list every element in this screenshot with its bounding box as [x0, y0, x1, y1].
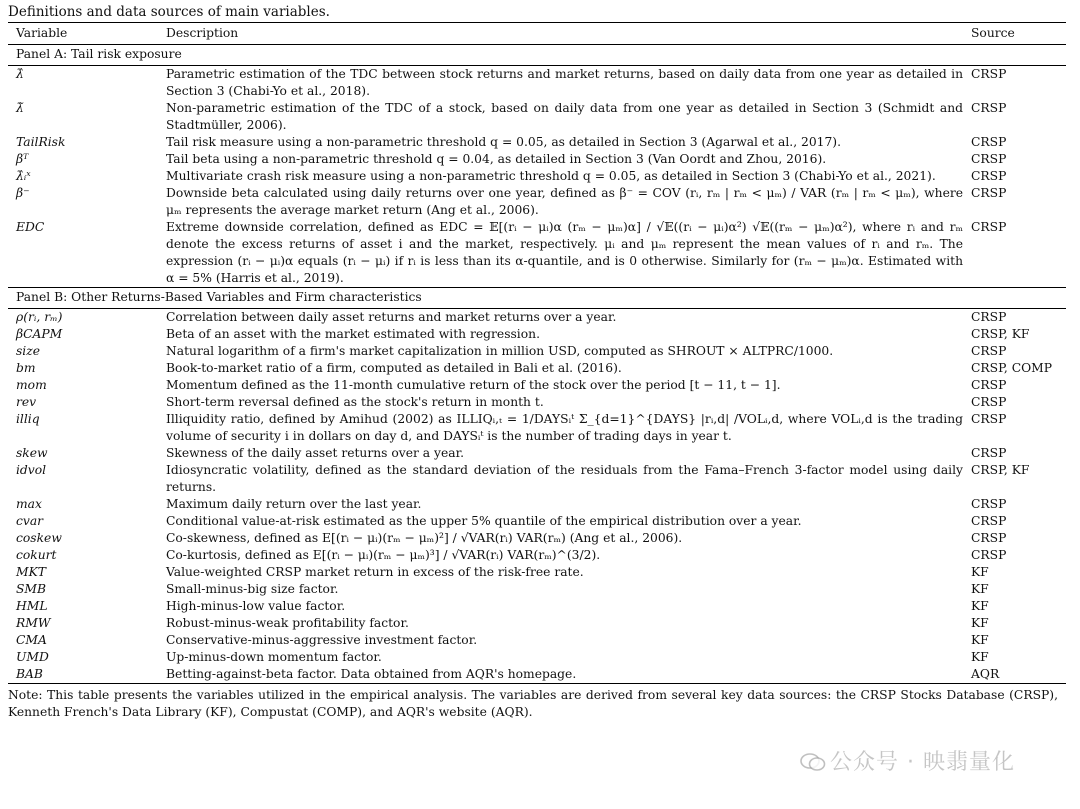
variable-cell: idvol	[16, 463, 47, 477]
description-cell: Maximum daily return over the last year.	[166, 497, 422, 511]
table-row	[8, 649, 1066, 666]
description-cell: Co-skewness, defined as E[(rᵢ − μᵢ)(rₘ − μₘ)²] / √VAR(rᵢ) VAR(rₘ) (Ang et al., 2006).	[166, 531, 683, 545]
source-cell: CRSP	[971, 169, 1007, 183]
description-cell: Downside beta calculated using daily returns over one year, defined as β⁻ = COV (rᵢ, rₘ | rₘ < μₘ) / VAR (rₘ | rₘ < μₘ), where μₘ represents the average market return (Ang et al., 2006).	[166, 186, 963, 217]
description-cell: Tail risk measure using a non-parametric threshold q = 0.05, as detailed in Section 3 (Agarwal et al., 2017).	[166, 135, 842, 149]
source-cell: KF	[971, 582, 989, 596]
source-cell: CRSP	[971, 531, 1007, 545]
source-cell: KF	[971, 599, 989, 613]
table-row	[8, 309, 1066, 327]
table-row	[8, 326, 1066, 343]
source-cell: KF	[971, 633, 989, 647]
source-cell: CRSP	[971, 310, 1007, 324]
table-row	[8, 343, 1066, 360]
description-cell: Parametric estimation of the TDC between stock returns and market returns, based on daily data from one year as detailed in Section 3 (Chabi-Yo et al., 2018).	[166, 67, 963, 98]
source-cell: CRSP	[971, 514, 1007, 528]
header-source: Source	[963, 23, 1066, 45]
description-cell: Beta of an asset with the market estimated with regression.	[166, 327, 540, 341]
description-cell: Extreme downside correlation, defined as EDC = 𝔼[(rᵢ − μᵢ)α (rₘ − μₘ)α] / √𝔼((rᵢ − μᵢ)α²) √𝔼((rₘ − μₘ)α²), where rᵢ and rₘ denote the excess returns of asset i and the market, respectively. μᵢ and μₘ represent the mean values of rᵢ and rₘ. The expression (rᵢ − μᵢ)α equals (rᵢ − μᵢ) if rᵢ is less than its α-quantile, and is 0 otherwise. Similarly for (rₘ − μₘ)α. Estimated with α = 5% (Harris et al., 2019).	[166, 220, 963, 285]
description-cell: Conditional value-at-risk estimated as the upper 5% quantile of the empirical distribution over a year.	[166, 514, 802, 528]
table-row	[8, 513, 1066, 530]
source-cell: CRSP	[971, 101, 1007, 115]
table-row	[8, 666, 1066, 684]
watermark-text: 公众号 · 映翡量化	[830, 750, 1015, 775]
variable-cell: max	[16, 497, 42, 511]
description-cell: Betting-against-beta factor. Data obtained from AQR's homepage.	[158, 666, 963, 684]
source-cell: CRSP	[971, 497, 1007, 511]
source-cell: CRSP	[971, 548, 1007, 562]
variable-cell: bm	[16, 361, 36, 375]
variable-cell: βCAPM	[16, 327, 63, 341]
variable-cell: λ̂	[16, 67, 24, 81]
source-cell: CRSP	[971, 220, 1007, 234]
variable-cell: βᵀ	[16, 152, 29, 166]
table-row	[8, 360, 1066, 377]
table-row	[8, 615, 1066, 632]
variable-cell: mom	[16, 378, 47, 392]
header-description: Description	[158, 23, 963, 45]
table-row	[8, 598, 1066, 615]
description-cell: High-minus-low value factor.	[166, 599, 346, 613]
table-row	[8, 151, 1066, 168]
table-row	[8, 564, 1066, 581]
source-cell: CRSP	[971, 152, 1007, 166]
variable-cell: skew	[16, 446, 48, 460]
source-cell: AQR	[963, 666, 1066, 684]
variable-cell: illiq	[16, 412, 40, 426]
variables-table	[8, 22, 1066, 684]
description-cell: Non-parametric estimation of the TDC of a stock, based on daily data from one year as detailed in Section 3 (Schmidt and Stadtmüller, 2006).	[166, 101, 963, 132]
description-cell: Robust-minus-weak profitability factor.	[166, 616, 409, 630]
watermark	[800, 745, 1015, 776]
source-cell: CRSP	[971, 186, 1007, 200]
source-cell: CRSP	[971, 378, 1007, 392]
table-row	[8, 377, 1066, 394]
variable-cell: CMA	[16, 633, 47, 647]
source-cell: CRSP	[971, 412, 1007, 426]
table-row	[8, 496, 1066, 513]
variable-cell: BAB	[8, 666, 158, 684]
panel-a-heading	[8, 45, 1066, 66]
description-cell: Up-minus-down momentum factor.	[166, 650, 382, 664]
table-row	[8, 547, 1066, 564]
variable-cell: UMD	[16, 650, 49, 664]
variable-cell: rev	[16, 395, 37, 409]
source-cell: CRSP, KF	[971, 327, 1030, 341]
variable-cell: cokurt	[16, 548, 57, 562]
variable-cell: RMW	[16, 616, 51, 630]
header-variable: Variable	[8, 23, 158, 45]
table-caption: Definitions and data sources of main variables.	[8, 4, 330, 20]
table-row	[8, 100, 1066, 134]
variable-cell: λ̃	[16, 101, 24, 115]
variable-cell: MKT	[16, 565, 46, 579]
source-cell: KF	[971, 650, 989, 664]
description-cell: Small-minus-big size factor.	[166, 582, 339, 596]
description-cell: Multivariate crash risk measure using a non-parametric threshold q = 0.05, as detailed in Section 3 (Chabi-Yo et al., 2021).	[166, 169, 936, 183]
source-cell: KF	[971, 616, 989, 630]
description-cell: Correlation between daily asset returns and market returns over a year.	[166, 310, 617, 324]
description-cell: Skewness of the daily asset returns over a year.	[166, 446, 465, 460]
table-row	[8, 185, 1066, 219]
description-cell: Conservative-minus-aggressive investment factor.	[166, 633, 478, 647]
variable-cell: HML	[16, 599, 48, 613]
table-row	[8, 134, 1066, 151]
description-cell: Book-to-market ratio of a firm, computed as detailed in Bali et al. (2016).	[166, 361, 622, 375]
table-row	[8, 462, 1066, 496]
description-cell: Short-term reversal defined as the stock's return in month t.	[166, 395, 544, 409]
table-row	[8, 411, 1066, 445]
description-cell: Idiosyncratic volatility, defined as the standard deviation of the residuals from the Fama–French 3-factor model using daily returns.	[166, 463, 963, 494]
description-cell: Illiquidity ratio, defined by Amihud (2002) as ILLIQᵢ,ₜ = 1/DAYSᵢᵗ Σ_{d=1}^{DAYS} |rᵢ,d| /VOLᵢ,d, where VOLᵢ,d is the trading volume of security i in dollars on day d, and DAYSᵢᵗ is the number of trading days in year t.	[166, 412, 963, 443]
description-cell: Co-kurtosis, defined as E[(rᵢ − μᵢ)(rₘ − μₘ)³] / √VAR(rᵢ) VAR(rₘ)^(3/2).	[166, 548, 601, 562]
variable-cell: cvar	[16, 514, 44, 528]
document-page	[8, 0, 1066, 721]
source-cell: CRSP	[971, 135, 1007, 149]
panel-b-title: Panel B: Other Returns-Based Variables and Firm characteristics	[8, 288, 1066, 309]
panel-b-heading	[8, 288, 1066, 309]
source-cell: CRSP, KF	[971, 463, 1030, 477]
description-cell: Tail beta using a non-parametric threshold q = 0.04, as detailed in Section 3 (Van Oordt and Zhou, 2016).	[166, 152, 827, 166]
variable-cell: coskew	[16, 531, 62, 545]
description-cell: Value-weighted CRSP market return in excess of the risk-free rate.	[166, 565, 584, 579]
source-cell: CRSP	[971, 446, 1007, 460]
table-row	[8, 632, 1066, 649]
source-cell: CRSP	[971, 67, 1007, 81]
source-cell: CRSP	[971, 395, 1007, 409]
panel-a-title: Panel A: Tail risk exposure	[8, 45, 1066, 66]
variable-cell: SMB	[16, 582, 47, 596]
table-row	[8, 66, 1066, 101]
wechat-icon	[800, 752, 826, 772]
variable-cell: EDC	[16, 220, 45, 234]
variable-cell: λ̂ᵢˣ	[16, 169, 31, 183]
table-row	[8, 581, 1066, 598]
variable-cell: size	[16, 344, 40, 358]
table-row	[8, 394, 1066, 411]
table-row	[8, 530, 1066, 547]
description-cell: Momentum defined as the 11-month cumulative return of the stock over the period [t − 11, t − 1].	[166, 378, 781, 392]
variable-cell: β⁻	[16, 186, 30, 200]
table-note: Note: This table presents the variables utilized in the empirical analysis. The variables are derived from several key data sources: the CRSP Stocks Database (CRSP), Kenneth French's Data Library (KF), Compustat (COMP), and AQR's website (AQR).	[8, 688, 1058, 719]
source-cell: CRSP, COMP	[971, 361, 1053, 375]
table-row	[8, 219, 1066, 288]
table-header-row	[8, 23, 1066, 45]
description-cell: Natural logarithm of a firm's market capitalization in million USD, computed as SHROUT × ALTPRC/1000.	[166, 344, 834, 358]
variable-cell: TailRisk	[16, 135, 66, 149]
table-row	[8, 445, 1066, 462]
source-cell: KF	[971, 565, 989, 579]
source-cell: CRSP	[971, 344, 1007, 358]
table-row	[8, 168, 1066, 185]
variable-cell: ρ(rᵢ, rₘ)	[16, 310, 63, 324]
